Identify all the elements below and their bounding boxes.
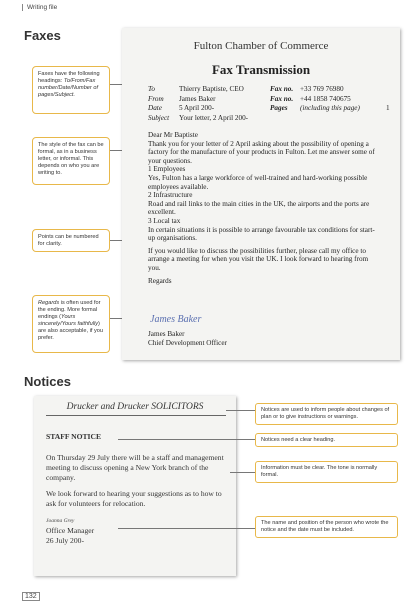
notice-note-signature: The name and position of the person who wrote the notice and the date must be included. [255,516,398,538]
fax-field-value: Your letter, 2 April 200- [179,113,249,122]
notice-paragraph-1: On Thursday 29 July there will be a staff and management meeting to discuss opening a New York branch of the company. [46,453,224,482]
fax-signature: James Baker [150,314,202,325]
notice-document [34,396,236,576]
fax-field-row-subject [148,114,398,124]
fax-field-label: Pages [270,104,288,112]
fax-field-label: Fax no. [270,85,294,93]
fax-note-regards [32,295,110,353]
fax-field-value: 1 [386,104,390,112]
note-italic-text: Yours sincerely/Yours faithfully [38,314,99,327]
fax-field-value: +44 1858 740675 [300,94,351,103]
fax-point-heading: 3 Local tax [148,216,181,225]
fax-closing-paragraph: If you would like to discuss the possibilities further, please call my office to arrange a meeting for when you visit the UK. I look forward to hearing from you. [148,246,369,272]
fax-field-label: Subject [148,113,170,122]
notice-sender-block [46,526,94,546]
faxes-heading: Faxes [24,28,61,43]
leader-line [226,410,255,411]
fax-field-value: +33 769 76980 [300,85,344,93]
fax-sender-title: Chief Development Officer [148,338,227,347]
notice-note-heading: Notices need a clear heading. [255,433,398,447]
note-text: is often used for the ending. More formal endings ( [38,300,101,320]
notice-heading: STAFF NOTICE [46,432,102,441]
note-italic-text: Regards [38,300,60,306]
notice-sender-title: Office Manager [46,526,95,535]
notice-note-tone: Information must be clear. The tone is normally formal. [255,461,398,483]
fax-note-style [32,137,110,185]
fax-field-value: James Baker [179,94,216,103]
note-text: Faxes have the following headings: [38,71,100,84]
notices-heading: Notices [24,374,71,389]
fax-field-label: Fax no. [270,94,294,103]
fax-field-label: Date [148,104,162,112]
fax-greeting: Dear Mr Baptiste [148,131,198,139]
fax-point-heading: 2 Infrastructure [148,191,193,200]
leader-line [118,528,255,529]
notice-note-purpose: Notices are used to inform people about changes of plan or to give instructions or warnings. [255,403,398,425]
fax-header-fields [148,85,398,123]
note-text: ) are also acceptable, if you prefer. [38,321,103,341]
fax-field-label: From [148,94,164,103]
fax-point-text: Yes, Fulton has a large workforce of well-trained and hard-working possible employees available. [148,173,368,191]
note-text: Points can be numbered for clarity. [38,234,99,247]
note-italic-text: To/From/Fax number/Date/Number of pages/Subject. [38,78,99,98]
fax-field-row-from [148,95,398,105]
notice-divider [46,415,226,416]
fax-field-row-to [148,85,398,95]
notice-signature: Joanna Grey [46,518,75,524]
fax-org-name: Fulton Chamber of Commerce [193,40,329,52]
fax-field-value: (including this page) [300,104,360,112]
fax-intro: Thank you for your letter of 2 April asking about the possibility of opening a factory for the manufacture of your products in Fulton. Let me answer some of your questions. [148,139,375,165]
fax-body [148,131,380,285]
leader-line [230,472,255,473]
fax-sender-block [148,330,227,347]
fax-field-value: Thierry Baptiste, CEO [179,85,244,93]
fax-point-text: Road and rail links to the main cities in the UK, the airports and the ports are excellent. [148,199,370,217]
fax-field-value: 5 April 200- [179,104,215,112]
section-header-label: Writing file [22,4,57,11]
fax-point-text: In certain situations it is possible to arrange favourable tax conditions for start-up organisations. [148,225,375,243]
notice-date: 26 July 200- [46,535,84,545]
notice-company: Drucker and Drucker SOLICITORS [66,402,204,412]
fax-sender-name: James Baker [148,330,185,338]
fax-note-headings [32,66,110,114]
fax-title: Fax Transmission [211,62,311,77]
fax-point-heading: 1 Employees [148,165,186,174]
page-number: 132 [22,592,40,601]
notice-paragraph-2: We look forward to hearing your suggestions as to how to ask for volunteers for relocation. [46,489,222,508]
fax-field-label: To [148,85,155,93]
note-text: The style of the fax can be formal, as in a business letter, or informal. This depends on who you are writing to. [38,142,104,176]
fax-note-numbered [32,229,110,252]
fax-signoff: Regards [148,276,172,285]
fax-field-row-date [148,104,398,114]
leader-line [118,439,255,440]
